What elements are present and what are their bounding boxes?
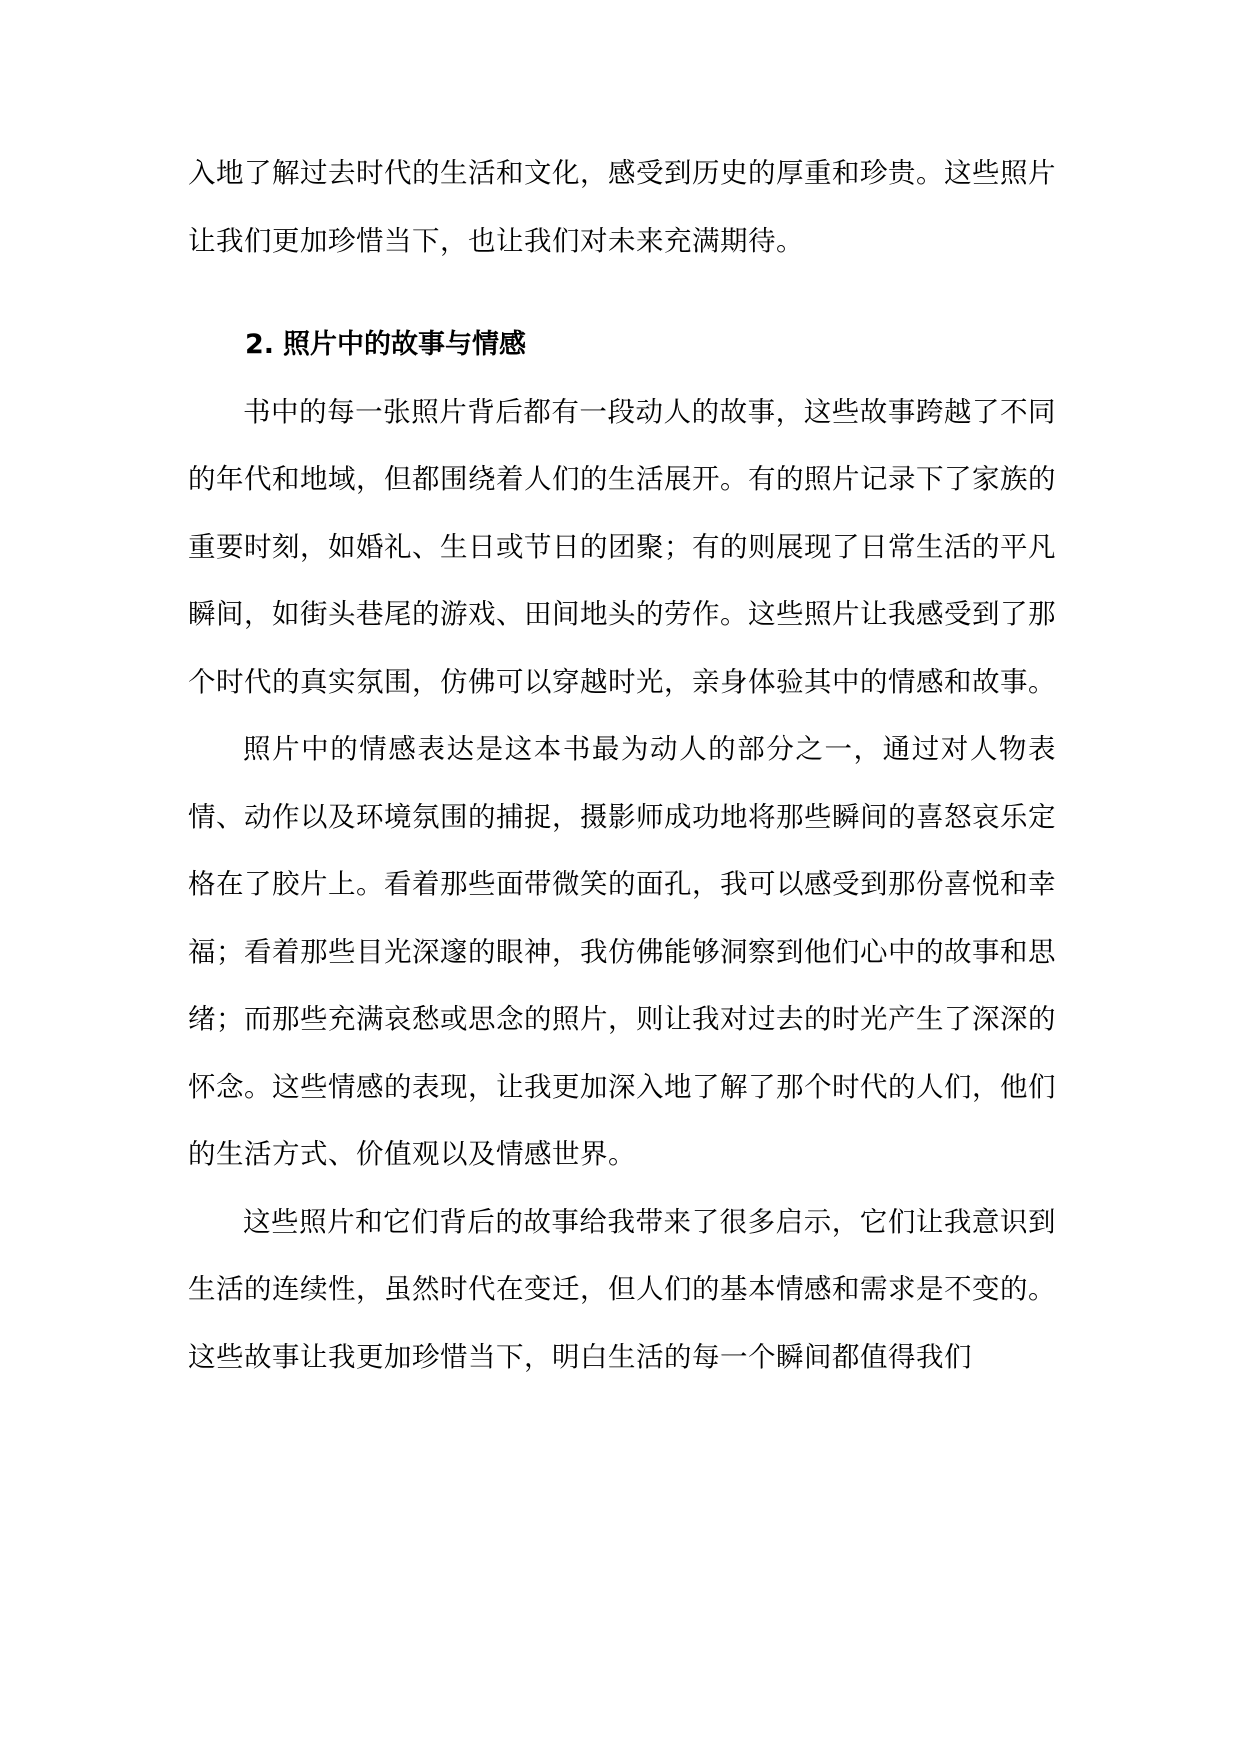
page-content — [188, 140, 1056, 1391]
continuation-paragraph: 入地了解过去时代的生活和文化，感受到历史的厚重和珍贵。这些照片让我们更加珍惜当下，也让我们对未来充满期待。 — [188, 157, 1056, 257]
body-paragraph-3: 这些照片和它们背后的故事给我带来了很多启示，它们让我意识到生活的连续性，虽然时代在变迁，但人们的基本情感和需求是不变的。这些故事让我更加珍惜当下，明白生活的每一个瞬间都值得我们 — [188, 1205, 1056, 1373]
body-paragraph-1: 书中的每一张照片背后都有一段动人的故事，这些故事跨越了不同的年代和地域，但都围绕着人们的生活展开。有的照片记录下了家族的重要时刻，如婚礼、生日或节日的团聚；有的则展现了日常生活的平凡瞬间，如街头巷尾的游戏、田间地头的劳作。这些照片让我感受到了那个时代的真实氛围，仿佛可以穿越时光，亲身体验其中的情感和故事。 — [188, 395, 1056, 698]
section-gap — [188, 275, 1056, 311]
section-number: 2. — [245, 329, 275, 360]
body-paragraph-2: 照片中的情感表达是这本书最为动人的部分之一，通过对人物表情、动作以及环境氛围的捕捉，摄影师成功地将那些瞬间的喜怒哀乐定格在了胶片上。看着那些面带微笑的面孔，我可以感受到那份喜悦和幸福；看着那些目光深邃的眼神，我仿佛能够洞察到他们心中的故事和思绪；而那些充满哀愁或思念的照片，则让我对过去的时光产生了深深的怀念。这些情感的表现，让我更加深入地了解了那个时代的人们，他们的生活方式、价值观以及情感世界。 — [188, 733, 1056, 1170]
section-title: 照片中的故事与情感 — [283, 329, 526, 360]
section-heading — [188, 311, 1056, 379]
